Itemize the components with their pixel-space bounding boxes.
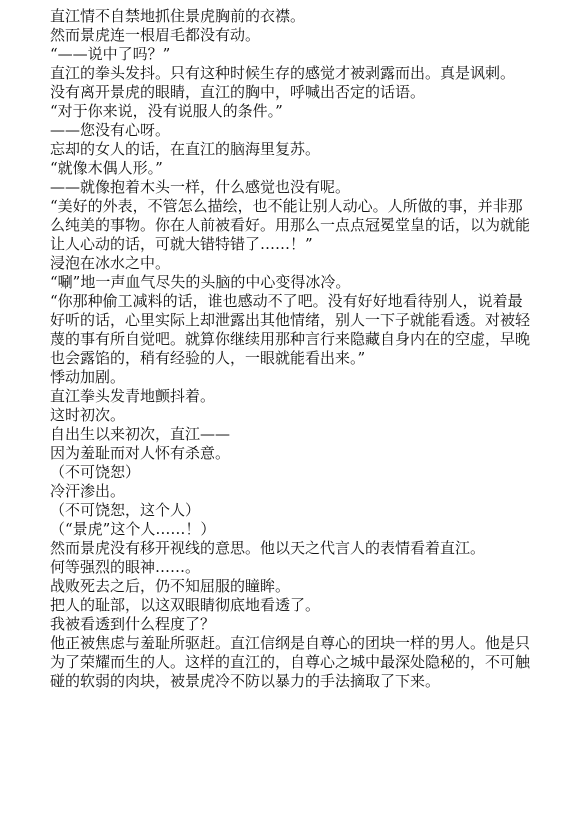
- paragraph: “就像木偶人形。”: [50, 159, 163, 177]
- paragraph: 何等强烈的眼神……。: [50, 558, 201, 576]
- paragraph: 把人的耻部，以这双眼睛彻底地看透了。: [50, 596, 321, 614]
- paragraph: 悸动加剧。: [50, 368, 126, 386]
- paragraph: ——就像抱着木头一样，什么感觉也没有呢。: [50, 178, 351, 196]
- paragraph: “——说中了吗？”: [50, 45, 171, 63]
- paragraph: “美好的外表，不管怎么描绘，也不能让别人动心。人所做的事，并非那么纯美的事物。你在人前被看好。用那么一点点冠冕堂皇的话，以为就能让人心动的话，可就大错特错了……！”: [50, 197, 531, 253]
- paragraph: 然而景虎没有移开视线的意思。他以天之代言人的表情看着直江。: [50, 539, 486, 557]
- paragraph: 自出生以来初次，直江——: [50, 425, 231, 443]
- paragraph: 因为羞耻而对人怀有杀意。: [50, 444, 231, 462]
- paragraph: ——您没有心呀。: [50, 121, 171, 139]
- paragraph: “对于你来说，没有说服人的条件。”: [50, 102, 283, 120]
- paragraph: “你那种偷工减料的话，谁也感动不了吧。没有好好地看待别人，说着最好听的话，心里实际上却泄露出其他情绪，别人一下子就能看透。对被轻蔑的事有所自觉吧。就算你继续用那种言行来隐藏自身内在的空虚，早晚也会露馅的，稍有经验的人，一眼就能看出来。”: [50, 292, 531, 367]
- paragraph: 冷汗渗出。: [50, 482, 126, 500]
- paragraph: 浸泡在冰水之中。: [50, 254, 171, 272]
- paragraph: （不可饶恕，这个人）: [50, 501, 201, 519]
- paragraph: 直江情不自禁地抓住景虎胸前的衣襟。: [50, 7, 306, 25]
- paragraph: 我被看透到什么程度了？: [50, 615, 216, 633]
- document-body: [50, 7, 533, 691]
- paragraph: 直江的拳头发抖。只有这种时候生存的感觉才被剥露而出。真是讽刺。: [50, 64, 516, 82]
- paragraph: 他正被焦虑与羞耻所驱赶。直江信纲是自尊心的团块一样的男人。他是只为了荣耀而生的人。这样的直江的，自尊心之城中最深处隐秘的，不可触碰的软弱的肉块，被景虎冷不防以暴力的手法摘取了下来。: [50, 634, 531, 690]
- paragraph: 忘却的女人的话，在直江的脑海里复苏。: [50, 140, 321, 158]
- paragraph: （不可饶恕）: [50, 463, 141, 481]
- paragraph: 没有离开景虎的眼睛，直江的胸中，呼喊出否定的话语。: [50, 83, 426, 101]
- paragraph: （“景虎”这个人……！）: [50, 520, 216, 538]
- paragraph: 这时初次。: [50, 406, 126, 424]
- paragraph: “唰”地一声血气尽失的头脑的中心变得冰冷。: [50, 273, 351, 291]
- paragraph: 战败死去之后，仍不知屈服的瞳眸。: [50, 577, 291, 595]
- paragraph: 直江拳头发青地颤抖着。: [50, 387, 216, 405]
- paragraph: 然而景虎连一根眉毛都没有动。: [50, 26, 261, 44]
